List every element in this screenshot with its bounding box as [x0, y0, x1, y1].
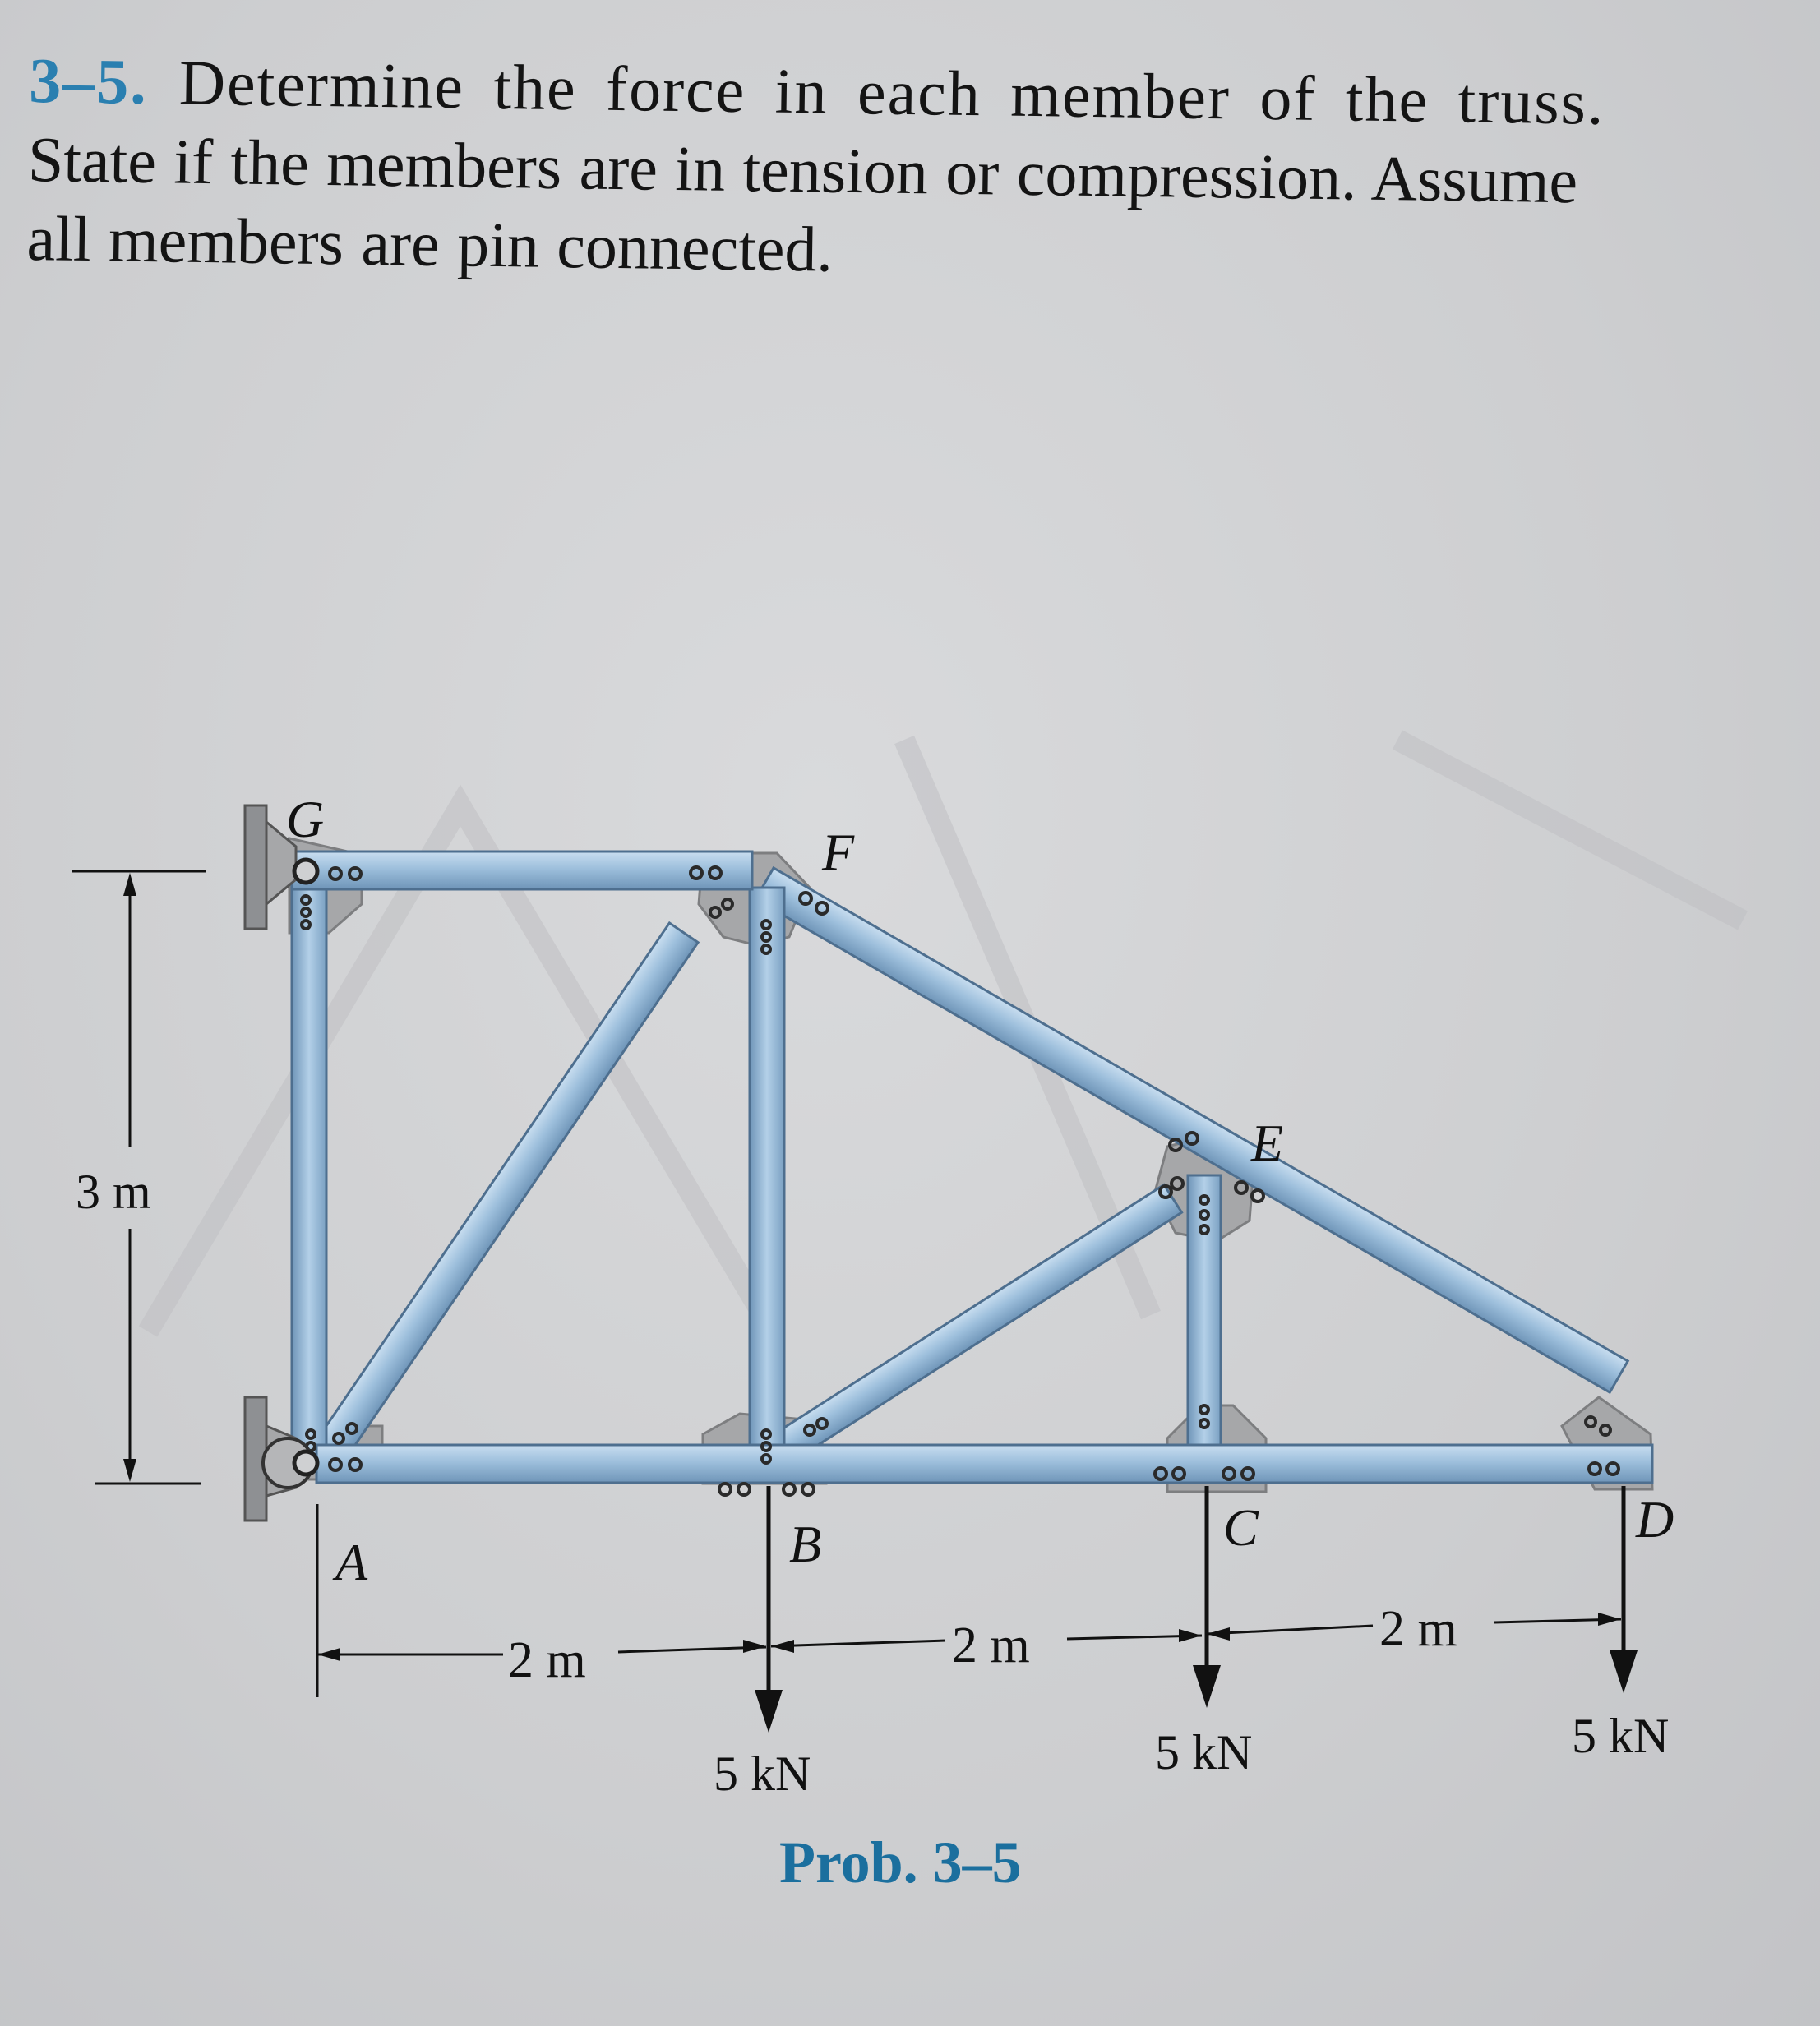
problem-text-1: Determine the force in each member of the truss.: [178, 46, 1606, 138]
span-label-3: 2 m: [1379, 1601, 1457, 1657]
background-watermark: [148, 740, 1743, 1331]
load-label-D: 5 kN: [1572, 1709, 1670, 1763]
member-GA: [292, 855, 326, 1463]
problem-number: 3–5.: [28, 44, 149, 118]
height-label: 3 m: [76, 1165, 151, 1219]
member-BE: [776, 1184, 1181, 1460]
member-AD: [316, 1445, 1652, 1483]
joint-label-B: B: [789, 1515, 822, 1573]
problem-line-3: all members are pin connected.: [26, 201, 834, 285]
joint-label-D: D: [1636, 1490, 1674, 1548]
load-label-B: 5 kN: [714, 1747, 811, 1801]
joint-label-E: E: [1251, 1114, 1284, 1172]
member-FB: [750, 888, 784, 1455]
span-label-1: 2 m: [508, 1632, 586, 1688]
truss-members: [292, 851, 1652, 1483]
joint-label-F: F: [822, 823, 855, 881]
load-arrows: [755, 1486, 1638, 1733]
gusset-plates: [289, 838, 1652, 1492]
load-label-C: 5 kN: [1155, 1725, 1253, 1779]
member-AF: [311, 923, 698, 1469]
problem-line-2: State if the members are in tension or compression. Assume: [27, 122, 1578, 217]
span-label-2: 2 m: [952, 1618, 1030, 1673]
joint-label-A: A: [335, 1533, 368, 1591]
joint-label-G: G: [286, 790, 325, 848]
joint-label-C: C: [1223, 1498, 1259, 1557]
figure-caption: Prob. 3–5: [779, 1830, 1022, 1895]
